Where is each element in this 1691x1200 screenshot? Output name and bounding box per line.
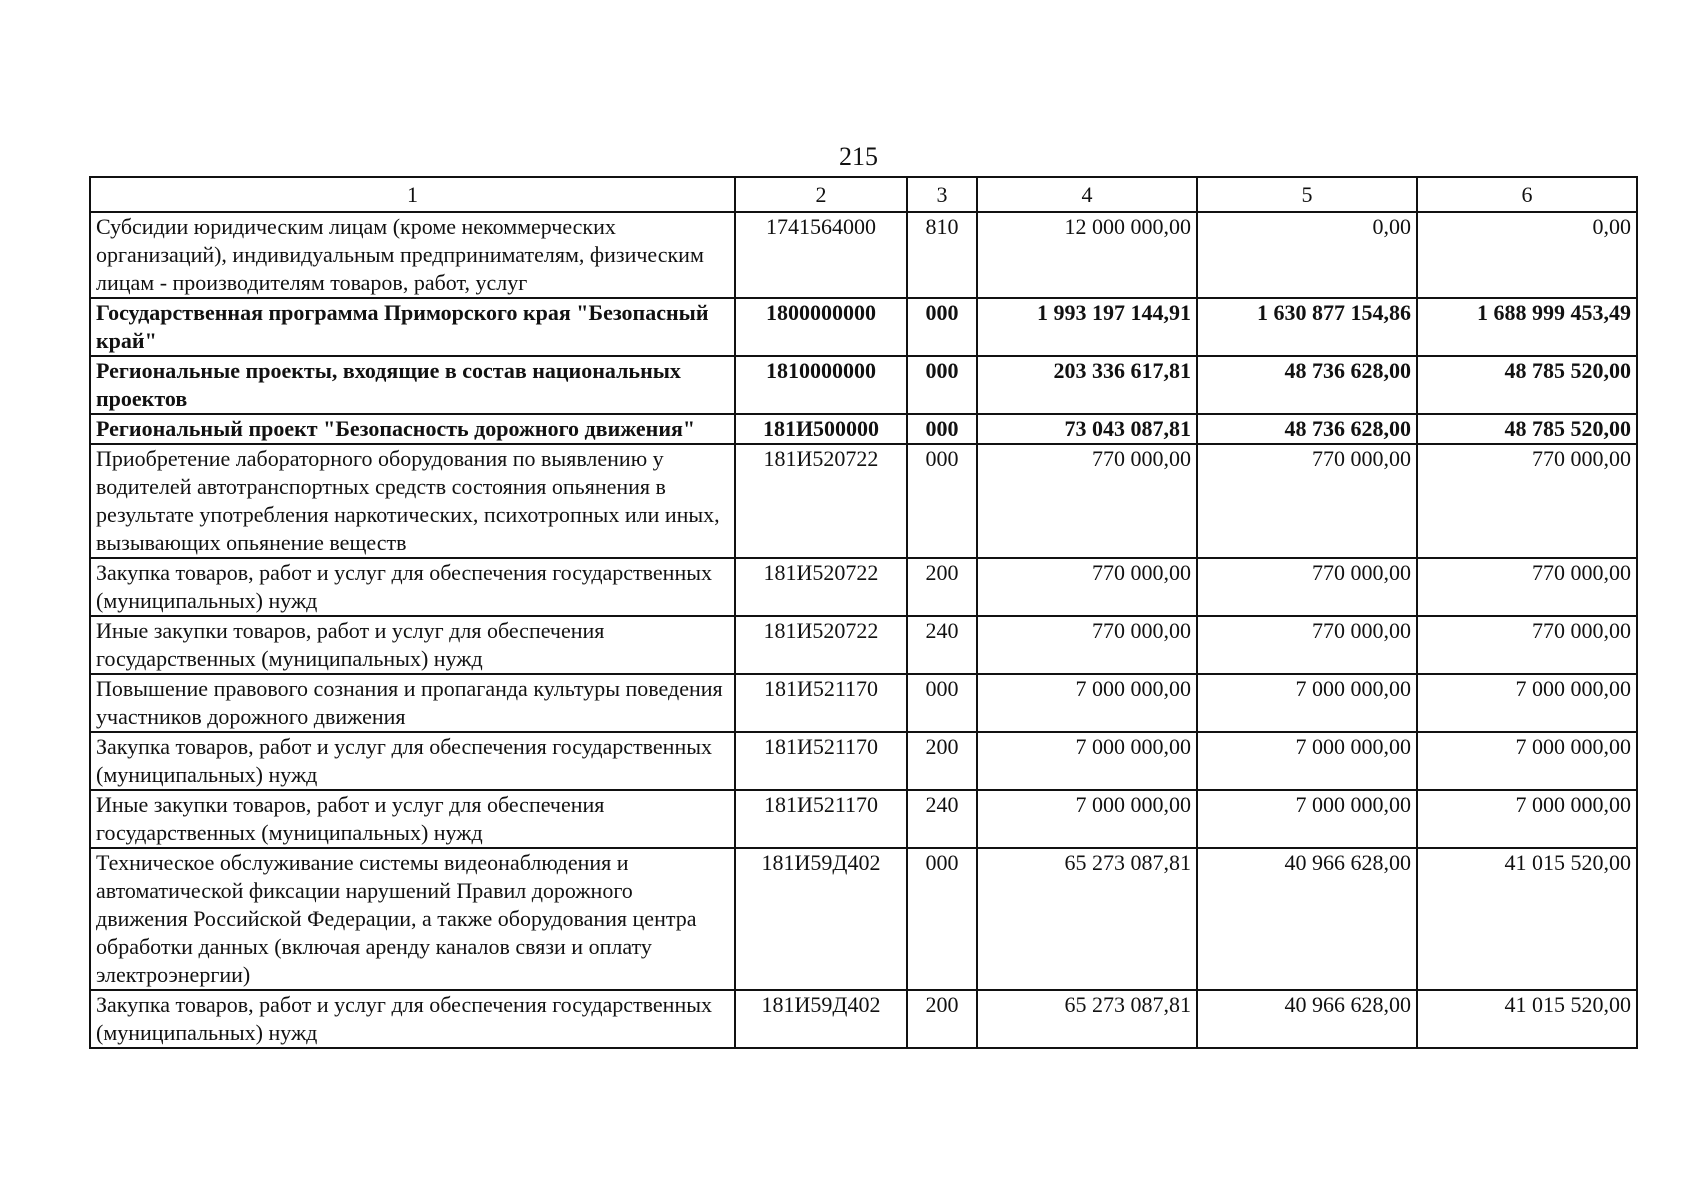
amount-col-4: 770 000,00 — [977, 444, 1197, 558]
table-row — [90, 298, 1637, 356]
amount-col-4: 203 336 617,81 — [977, 356, 1197, 414]
amount-col-6: 48 785 520,00 — [1417, 414, 1637, 444]
expense-type-code: 200 — [907, 990, 977, 1048]
table-row — [90, 414, 1637, 444]
table-row — [90, 212, 1637, 298]
target-article-code: 1800000000 — [735, 298, 907, 356]
amount-col-5: 770 000,00 — [1197, 558, 1417, 616]
header-row — [90, 177, 1637, 212]
page-number: 215 — [839, 142, 878, 171]
expense-type-code: 000 — [907, 674, 977, 732]
amount-col-6: 7 000 000,00 — [1417, 790, 1637, 848]
amount-col-5: 40 966 628,00 — [1197, 990, 1417, 1048]
expense-type-code: 200 — [907, 732, 977, 790]
amount-col-4: 7 000 000,00 — [977, 790, 1197, 848]
target-article-code: 181И500000 — [735, 414, 907, 444]
target-article-code: 181И59Д402 — [735, 990, 907, 1048]
table-row — [90, 732, 1637, 790]
amount-col-6: 770 000,00 — [1417, 558, 1637, 616]
amount-col-4: 12 000 000,00 — [977, 212, 1197, 298]
table-row — [90, 444, 1637, 558]
target-article-code: 181И520722 — [735, 558, 907, 616]
item-name: Техническое обслуживание системы видеонаблюдения и автоматической фиксации нарушений Правил дорожного движения Российской Федерации, а также оборудования центра обработки данных (включая аренду каналов связи и оплату электроэнергии) — [90, 848, 735, 990]
item-name: Государственная программа Приморского края "Безопасный край" — [90, 298, 735, 356]
amount-col-5: 40 966 628,00 — [1197, 848, 1417, 990]
column-header: 4 — [977, 177, 1197, 212]
amount-col-6: 7 000 000,00 — [1417, 674, 1637, 732]
item-name: Закупка товаров, работ и услуг для обеспечения государственных (муниципальных) нужд — [90, 732, 735, 790]
expense-type-code: 200 — [907, 558, 977, 616]
item-name: Закупка товаров, работ и услуг для обеспечения государственных (муниципальных) нужд — [90, 990, 735, 1048]
target-article-code: 1741564000 — [735, 212, 907, 298]
amount-col-6: 48 785 520,00 — [1417, 356, 1637, 414]
amount-col-4: 65 273 087,81 — [977, 990, 1197, 1048]
item-name: Повышение правового сознания и пропаганда культуры поведения участников дорожного движения — [90, 674, 735, 732]
item-name: Региональный проект "Безопасность дорожного движения" — [90, 414, 735, 444]
column-header: 2 — [735, 177, 907, 212]
amount-col-5: 770 000,00 — [1197, 444, 1417, 558]
amount-col-4: 1 993 197 144,91 — [977, 298, 1197, 356]
table-row — [90, 616, 1637, 674]
amount-col-5: 770 000,00 — [1197, 616, 1417, 674]
amount-col-6: 770 000,00 — [1417, 444, 1637, 558]
table-row — [90, 848, 1637, 990]
item-name: Иные закупки товаров, работ и услуг для обеспечения государственных (муниципальных) нужд — [90, 616, 735, 674]
target-article-code: 181И520722 — [735, 616, 907, 674]
column-header: 3 — [907, 177, 977, 212]
table-row — [90, 674, 1637, 732]
item-name: Субсидии юридическим лицам (кроме некоммерческих организаций), индивидуальным предпринимателям, физическим лицам - производителям товаров, работ, услуг — [90, 212, 735, 298]
amount-col-4: 7 000 000,00 — [977, 674, 1197, 732]
amount-col-4: 770 000,00 — [977, 616, 1197, 674]
item-name: Приобретение лабораторного оборудования по выявлению у водителей автотранспортных средств состояния опьянения в результате употребления наркотических, психотропных или иных, вызывающих опьянение веществ — [90, 444, 735, 558]
amount-col-5: 7 000 000,00 — [1197, 674, 1417, 732]
amount-col-4: 770 000,00 — [977, 558, 1197, 616]
column-header: 5 — [1197, 177, 1417, 212]
amount-col-4: 7 000 000,00 — [977, 732, 1197, 790]
expense-type-code: 000 — [907, 444, 977, 558]
target-article-code: 1810000000 — [735, 356, 907, 414]
target-article-code: 181И521170 — [735, 790, 907, 848]
expense-type-code: 000 — [907, 298, 977, 356]
item-name: Закупка товаров, работ и услуг для обеспечения государственных (муниципальных) нужд — [90, 558, 735, 616]
target-article-code: 181И59Д402 — [735, 848, 907, 990]
amount-col-5: 7 000 000,00 — [1197, 732, 1417, 790]
amount-col-5: 0,00 — [1197, 212, 1417, 298]
column-header: 6 — [1417, 177, 1637, 212]
amount-col-6: 770 000,00 — [1417, 616, 1637, 674]
amount-col-5: 7 000 000,00 — [1197, 790, 1417, 848]
expense-type-code: 000 — [907, 356, 977, 414]
expense-type-code: 240 — [907, 616, 977, 674]
target-article-code: 181И521170 — [735, 674, 907, 732]
amount-col-5: 48 736 628,00 — [1197, 414, 1417, 444]
target-article-code: 181И521170 — [735, 732, 907, 790]
table-row — [90, 990, 1637, 1048]
expense-type-code: 000 — [907, 848, 977, 990]
amount-col-4: 65 273 087,81 — [977, 848, 1197, 990]
expense-type-code: 000 — [907, 414, 977, 444]
amount-col-5: 1 630 877 154,86 — [1197, 298, 1417, 356]
amount-col-4: 73 043 087,81 — [977, 414, 1197, 444]
expense-type-code: 810 — [907, 212, 977, 298]
column-header: 1 — [90, 177, 735, 212]
amount-col-6: 1 688 999 453,49 — [1417, 298, 1637, 356]
amount-col-6: 7 000 000,00 — [1417, 732, 1637, 790]
amount-col-5: 48 736 628,00 — [1197, 356, 1417, 414]
expense-type-code: 240 — [907, 790, 977, 848]
table-row — [90, 356, 1637, 414]
target-article-code: 181И520722 — [735, 444, 907, 558]
amount-col-6: 41 015 520,00 — [1417, 848, 1637, 990]
item-name: Иные закупки товаров, работ и услуг для обеспечения государственных (муниципальных) нужд — [90, 790, 735, 848]
table-row — [90, 558, 1637, 616]
budget-table — [89, 176, 1638, 1049]
amount-col-6: 0,00 — [1417, 212, 1637, 298]
amount-col-6: 41 015 520,00 — [1417, 990, 1637, 1048]
table-row — [90, 790, 1637, 848]
item-name: Региональные проекты, входящие в состав национальных проектов — [90, 356, 735, 414]
